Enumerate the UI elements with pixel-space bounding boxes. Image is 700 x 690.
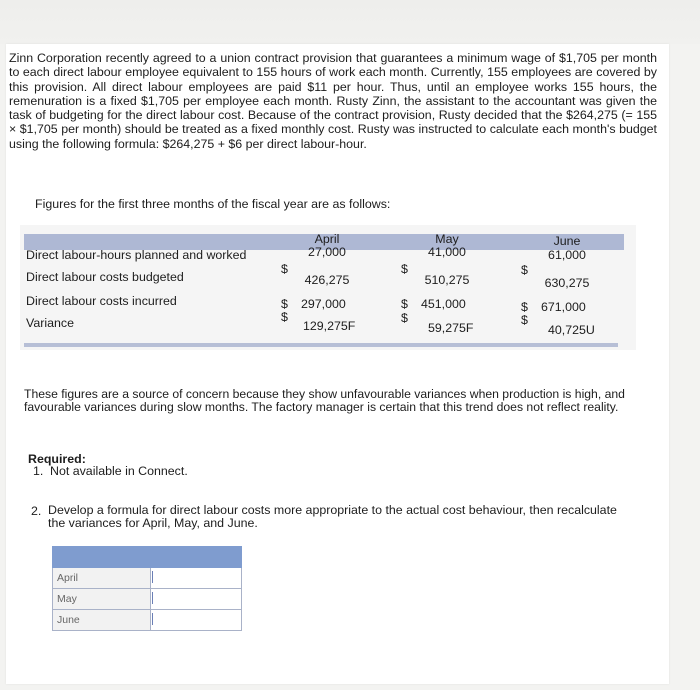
variance-june-currency: $ <box>521 313 528 327</box>
answer-row-label: June <box>53 610 151 631</box>
month-header-june: June <box>553 234 581 248</box>
item-1-text: Not available in Connect. <box>50 464 188 478</box>
hours-may: 41,000 <box>428 245 466 259</box>
answer-input-may[interactable] <box>151 589 242 610</box>
variance-april: 129,275F <box>303 319 356 333</box>
answer-row-label: April <box>53 568 151 589</box>
incurred-april: 297,000 <box>301 297 346 311</box>
table-footer-bar <box>24 343 618 347</box>
incurred-april-currency: $ <box>281 297 288 311</box>
month-header-april: April <box>314 232 340 246</box>
incurred-june-currency: $ <box>521 300 528 314</box>
incurred-may-currency: $ <box>401 297 408 311</box>
row-label-incurred: Direct labour costs incurred <box>26 294 177 308</box>
budgeted-may-currency: $ <box>401 262 408 276</box>
incurred-may: 451,000 <box>421 297 466 311</box>
variance-may-currency: $ <box>401 311 408 325</box>
answer-row-june <box>53 610 242 631</box>
answer-table-header <box>53 547 242 568</box>
top-background <box>0 0 700 44</box>
answer-row-may <box>53 589 242 610</box>
answer-row-april <box>53 568 242 589</box>
incurred-june: 671,000 <box>541 300 586 314</box>
answer-input-april[interactable] <box>151 568 242 589</box>
variance-april-currency: $ <box>281 310 288 324</box>
answer-header-input-cell <box>151 547 242 568</box>
problem-paragraph: Zinn Corporation recently agreed to a union contract provision that guarantees a minimum wage of $1,705 per month to each direct labour employee equivalent to 155 hours of work each month. Currently, 155 employees are covered by this provision. All direct labour employees are paid $11 per hour. Thus, until an employee works 155 hours, the remenuration is a fixed $1,705 per employee each month. Rusty Zinn, the assistant to the accountant was given the task of budgeting for the direct labour cost. Because of the contract provision, Rusty decided that the $264,275 (= 155 × $1,705 per month) should be treated as a fixed monthly cost. Rusty was instructed to calculate each month's budget using the following formula: $264,275 + $6 per direct labour-hour. <box>9 51 657 151</box>
budgeted-june: 630,275 <box>544 276 590 290</box>
month-header-may: May <box>435 232 459 246</box>
budgeted-april: 426,275 <box>304 273 350 287</box>
budgeted-may: 510,275 <box>424 273 470 287</box>
answer-header-label-cell <box>53 547 151 568</box>
answer-table <box>52 546 242 631</box>
answer-row-label: May <box>53 589 151 610</box>
row-label-hours: Direct labour-hours planned and worked <box>26 248 247 262</box>
hours-april: 27,000 <box>308 245 346 259</box>
variance-may: 59,275F <box>428 321 474 335</box>
figures-intro: Figures for the first three months of the fiscal year are as follows: <box>35 197 391 211</box>
row-label-variance: Variance <box>26 316 74 330</box>
item-2-number: 2. <box>31 504 42 518</box>
item-2-text: Develop a formula for direct labour costs more appropriate to the actual cost behaviour, then recalculate the variances for April, May, and June. <box>48 503 617 530</box>
answer-input-june[interactable] <box>151 610 242 631</box>
row-label-budgeted: Direct labour costs budgeted <box>26 270 184 284</box>
budgeted-april-currency: $ <box>281 262 288 276</box>
variance-june: 40,725U <box>548 323 595 337</box>
concern-paragraph: These figures are a source of concern because they show unfavourable variances when production is high, and favourable variances during slow months. The factory manager is certain that this trend does not reflect reality. <box>24 387 625 414</box>
hours-june: 61,000 <box>548 248 586 262</box>
item-1-number: 1. <box>33 464 44 478</box>
required-heading: Required: <box>28 452 86 466</box>
budgeted-june-currency: $ <box>521 263 528 277</box>
